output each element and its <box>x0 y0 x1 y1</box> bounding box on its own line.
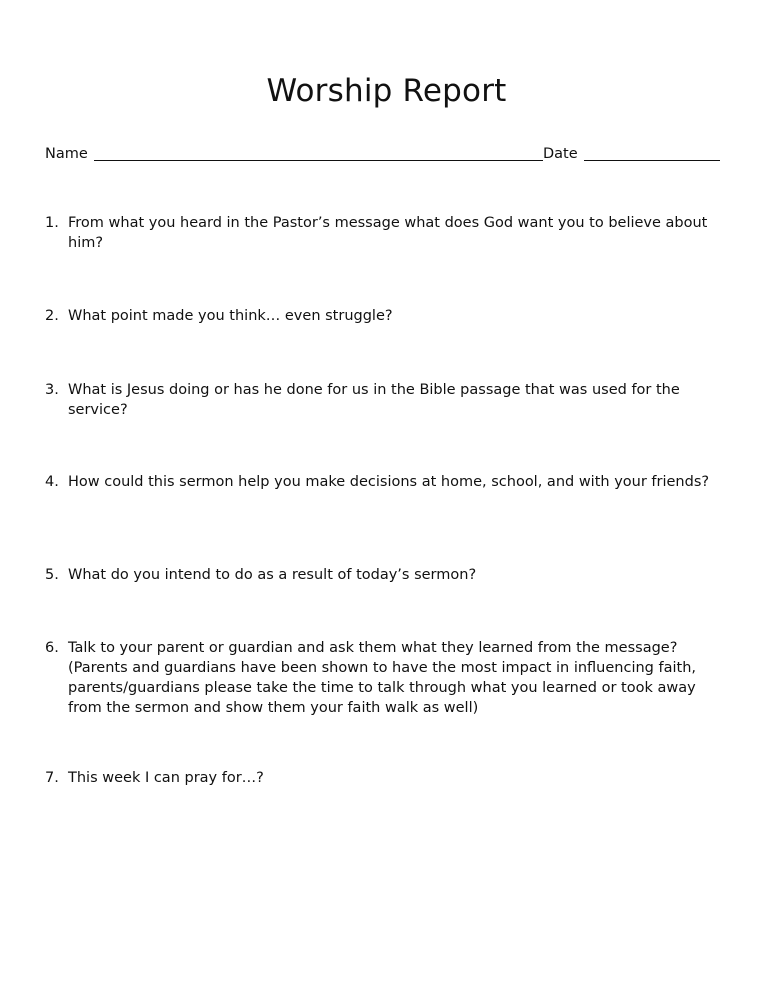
question-text: What do you intend to do as a result of today’s sermon? <box>68 567 477 583</box>
question-text: Talk to your parent or guardian and ask them what they learned from the message? (Parents and guardians have been shown to have the most impact in influencing faith, parents/guardians please take the time to talk through what you learned or took away from the sermon and show them your faith walk as well) <box>68 640 696 716</box>
question-number: 7. <box>45 770 59 786</box>
question-text: What point made you think… even struggle? <box>68 308 393 324</box>
question-number: 6. <box>45 640 59 656</box>
name-blank-line[interactable] <box>94 160 543 161</box>
name-date-row <box>45 144 725 164</box>
date-blank-line[interactable] <box>584 160 720 161</box>
question-number: 3. <box>45 382 59 398</box>
question-text: This week I can pray for…? <box>68 770 264 786</box>
question-number: 4. <box>45 474 59 490</box>
question-text: What is Jesus doing or has he done for us in the Bible passage that was used for the service? <box>68 382 680 418</box>
question-number: 1. <box>45 215 59 231</box>
question-number: 2. <box>45 308 59 324</box>
question-text: How could this sermon help you make decisions at home, school, and with your friends? <box>68 474 710 490</box>
question-text: From what you heard in the Pastor’s message what does God want you to believe about him? <box>68 215 708 251</box>
question-number: 5. <box>45 567 59 583</box>
page-title: Worship Report <box>266 73 507 109</box>
name-label: Name <box>45 146 88 162</box>
date-label: Date <box>543 146 578 162</box>
